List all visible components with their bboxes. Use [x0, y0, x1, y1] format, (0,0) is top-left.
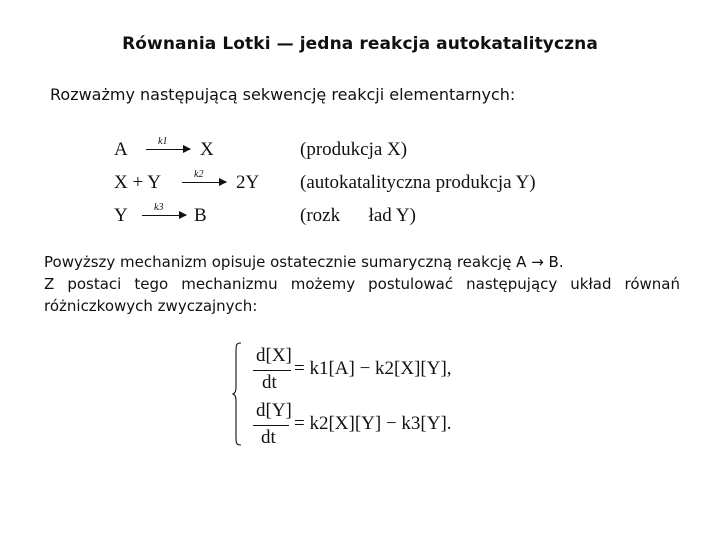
- postulate-line-2: różniczkowych zwyczajnych:: [44, 297, 258, 315]
- reaction-2-rhs: 2Y: [236, 172, 260, 193]
- ode-1-fraction-bar: [253, 370, 291, 371]
- reaction-3-lhs: Y: [114, 205, 128, 226]
- ode-2-rhs: = k2[X][Y] − k3[Y].: [294, 413, 452, 434]
- reaction-2-lhs: X + Y: [114, 172, 161, 193]
- ode-2-fraction-bar: [253, 425, 289, 426]
- reaction-1-description: (produkcja X): [300, 139, 408, 160]
- ode-1-rhs: = k1[A] − k2[X][Y],: [294, 358, 452, 379]
- reaction-1-rate: k1: [158, 136, 168, 147]
- reaction-3-description: (rozk ład Y): [300, 205, 416, 226]
- left-brace: [232, 342, 242, 446]
- reaction-1-rhs: X: [200, 139, 214, 160]
- intro-text: Rozważmy następującą sekwencję reakcji elementarnych:: [50, 85, 516, 104]
- reaction-2-description: (autokatalityczna produkcja Y): [300, 172, 536, 193]
- reaction-1-lhs: A: [114, 139, 128, 160]
- summary-line: Powyższy mechanizm opisuje ostatecznie sumaryczną reakcję A → B.: [44, 253, 564, 271]
- reaction-3-rhs: B: [194, 205, 207, 226]
- ode-1-numerator: d[X]: [256, 345, 292, 366]
- ode-2-denominator: dt: [261, 427, 276, 448]
- reaction-2-arrow: [182, 182, 226, 183]
- postulate-line-1: Z postaci tego mechanizmu możemy postulować następujący układ równań: [44, 275, 680, 293]
- reaction-2-rate: k2: [194, 169, 204, 180]
- reaction-1-arrow: [146, 149, 190, 150]
- reaction-3-arrow: [142, 215, 186, 216]
- reaction-3-rate: k3: [154, 202, 164, 213]
- slide-title: Równania Lotki — jedna reakcja autokatalityczna: [122, 34, 598, 54]
- ode-2-numerator: d[Y]: [256, 400, 292, 421]
- ode-1-denominator: dt: [262, 372, 277, 393]
